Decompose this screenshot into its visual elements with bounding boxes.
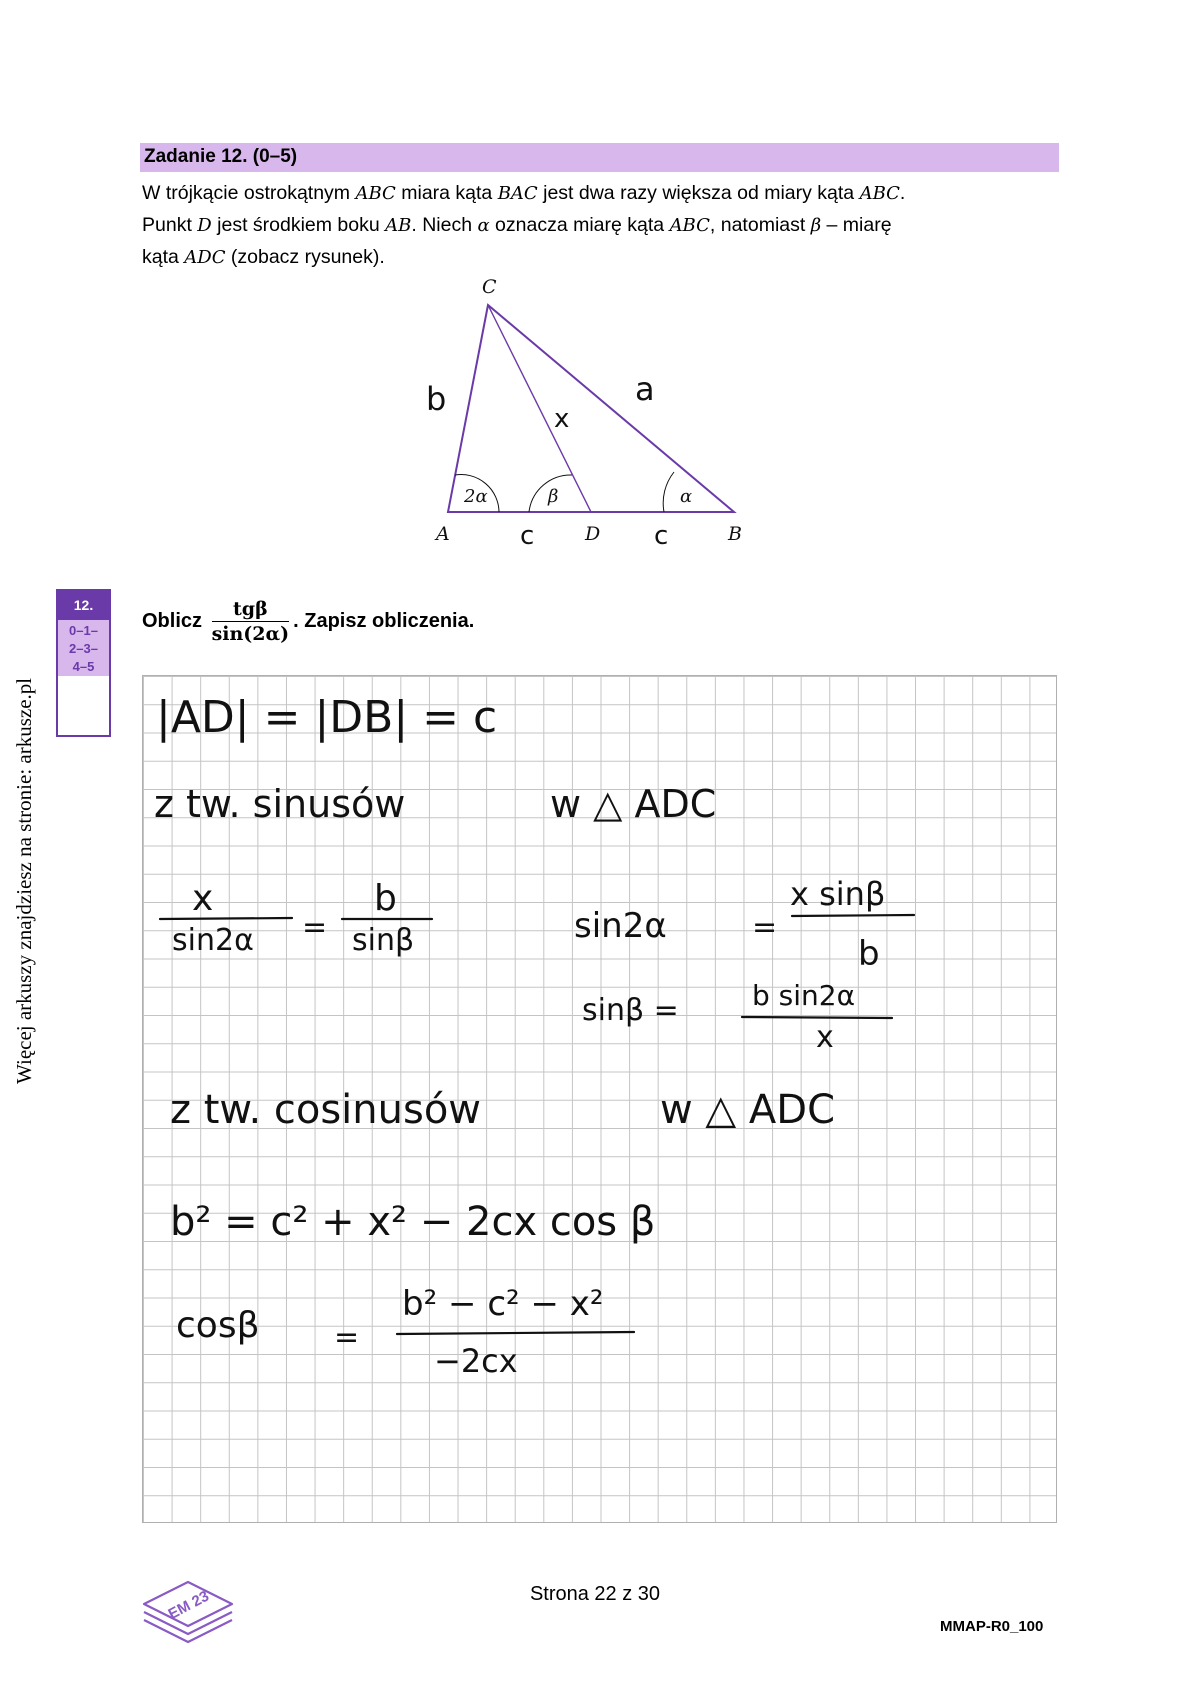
hw-eq2-lhs: sin2α [574, 906, 667, 946]
segment-cd [488, 305, 591, 512]
fraction-numerator: tgβ [212, 598, 290, 622]
score-points-line: 4–5 [72, 659, 95, 674]
hw-fraction-bar [397, 1332, 634, 1334]
hw-eq1-den-left: sin2α [172, 923, 254, 958]
angle-arc-b [663, 472, 674, 512]
score-points-line: 0–1– [69, 623, 98, 638]
hw-side-x: x [554, 404, 570, 434]
hw-eq5-den: −2cx [434, 1342, 518, 1380]
vertex-a-label: A [436, 523, 450, 545]
text: oznacza miarę kąta [489, 214, 670, 236]
text: . Niech [411, 214, 478, 236]
task-title: Zadanie 12. (0–5) [144, 146, 298, 167]
text: jest środkiem boku [211, 214, 386, 236]
triangle-figure [400, 270, 770, 555]
angle-a-label: 2α [464, 486, 488, 507]
triangle-abc [448, 305, 734, 512]
text: miara kąta [395, 182, 498, 204]
hw-fraction-bar [792, 915, 914, 916]
text: . [899, 182, 906, 204]
hw-eq3-lhs: sinβ = [582, 993, 679, 1028]
hw-eq3-num: b sin2α [752, 979, 856, 1012]
angle-d-label: β [548, 486, 559, 507]
text: , natomiast [709, 214, 811, 236]
hw-in-triangle: w △ ADC [550, 782, 717, 826]
math: ABC [859, 183, 900, 204]
hw-eq2-den: b [858, 934, 880, 974]
hw-cosine-theorem: z tw. cosinusów [170, 1087, 482, 1133]
hw-in-triangle-2: w △ ADC [660, 1087, 835, 1133]
text: W trójkącie ostrokątnym [142, 182, 356, 204]
task-line-2 [142, 209, 1082, 242]
math: α [477, 215, 490, 236]
hw-eq2-eq: = [752, 910, 778, 945]
angle-b-label: α [680, 486, 693, 507]
vertex-b-label: B [728, 523, 742, 545]
hw-eq2-num: x sinβ [790, 875, 886, 913]
math: β [810, 215, 822, 236]
hw-eq5-num: b² − c² − x² [402, 1284, 604, 1324]
handwritten-solution [142, 675, 1057, 1523]
text: Punkt [142, 214, 198, 236]
math: ABC [355, 183, 396, 204]
text: (zobacz rysunek). [225, 246, 385, 268]
logo-text: EM 23 [165, 1587, 212, 1624]
side-watermark-text: Więcej arkuszy znajdziesz na stronie: arkusze.pl [12, 677, 36, 1084]
score-task-number: 12. [58, 591, 109, 620]
hw-seg-c2: c [654, 521, 669, 551]
math: AB [385, 215, 412, 236]
text: – miarę [821, 214, 892, 236]
hw-eq1-num-right: b [374, 878, 397, 919]
task-header [140, 143, 1059, 172]
fraction-denominator: sin(2α) [211, 623, 290, 645]
hw-seg-c1: c [520, 521, 535, 551]
hw-eq5-lhs: cosβ [176, 1305, 260, 1346]
score-points-line: 2–3– [69, 641, 98, 656]
exam-code: MMAP-R0_100 [940, 1618, 1044, 1635]
vertex-d-label: D [585, 523, 601, 545]
hw-side-a: a [635, 370, 655, 408]
math: ADC [184, 247, 226, 268]
math: BAC [497, 183, 538, 204]
hw-eq1-den-right: sinβ [352, 923, 415, 958]
math: D [197, 215, 212, 236]
hw-line-ad-db: |AD| = |DB| = c [156, 692, 498, 743]
hw-fraction-bar [742, 1017, 892, 1018]
score-points [58, 620, 109, 676]
text: kąta [142, 246, 185, 268]
hw-fraction-bar [160, 918, 292, 919]
instruction-fraction [212, 598, 290, 645]
text: jest dwa razy większa od miary kąta [537, 182, 860, 204]
math: ABC [669, 215, 710, 236]
hw-side-b: b [426, 380, 447, 418]
page-number: Strona 22 z 30 [529, 1583, 661, 1605]
score-box [56, 589, 111, 737]
vertex-c-label: C [482, 276, 497, 298]
hw-eq4: b² = c² + x² − 2cx cos β [170, 1199, 656, 1245]
instruction [142, 598, 474, 645]
task-line-1 [142, 177, 1082, 210]
hw-eq1-num-left: x [192, 878, 214, 919]
hw-eq1-eq: = [302, 910, 328, 945]
hw-eq5-eq: = [334, 1320, 360, 1355]
hw-sine-theorem: z tw. sinusów [154, 782, 406, 826]
hw-eq3-den: x [816, 1020, 834, 1055]
instruction-text: . Zapisz obliczenia. [293, 610, 475, 632]
instruction-text: Oblicz [142, 610, 203, 632]
